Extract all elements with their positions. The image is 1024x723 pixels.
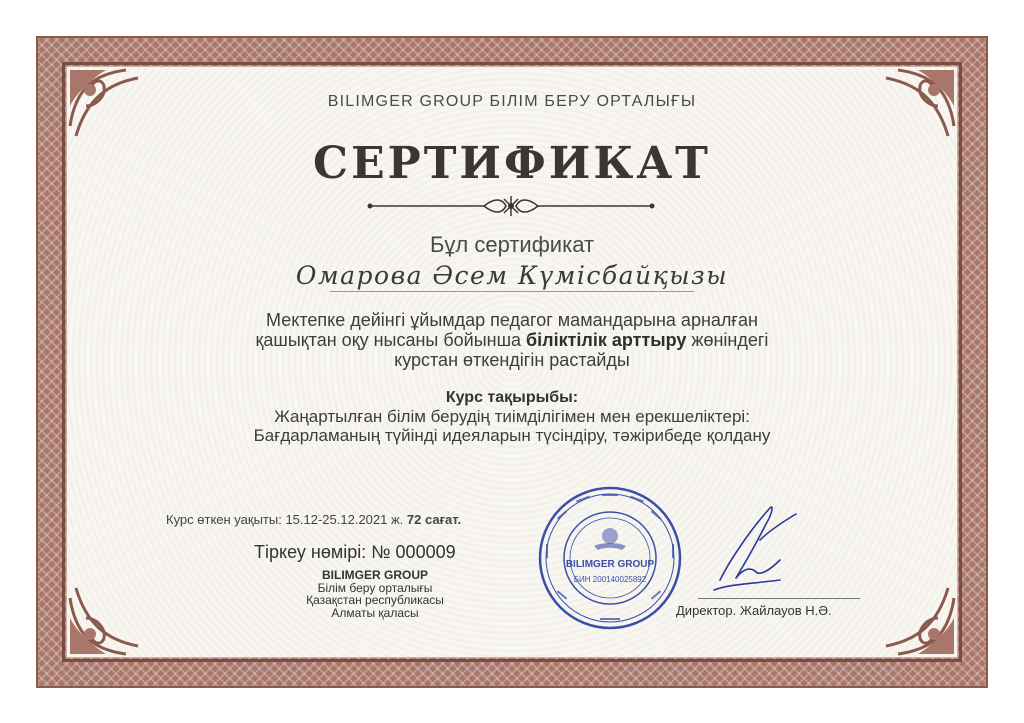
signature-icon (700, 500, 810, 600)
registration-label: Тіркеу нөмірі: (254, 542, 372, 562)
description-highlight: біліктілік арттыру (526, 330, 687, 350)
description-line-2-start: қашықтан оқу нысаны бойынша (255, 330, 527, 350)
description-line-2 (0, 330, 1024, 350)
description-line-2-end: жөніндегі (686, 330, 769, 350)
corner-ornament-bottom-left (66, 548, 176, 658)
recipient-name: Омарова Әсем Күмісбайқызы (295, 261, 729, 290)
intro-text: Бұл сертификат (429, 232, 595, 257)
certificate-title: СЕРТИФИКАТ (313, 138, 711, 189)
corner-ornament-bottom-right (848, 548, 958, 658)
director-signature-label: Директор. Жайлауов Н.Ә. (676, 603, 832, 618)
stamp-center-text: BILIMGER GROUP (565, 559, 655, 570)
issuer-line-3: Қазақстан республикасы (306, 593, 444, 607)
issuer-line-2: Білім беру орталығы (317, 580, 433, 595)
issuer-name: BILIMGER GROUP (321, 568, 428, 582)
issuer-title: BILIMGER GROUP БІЛІМ БЕРУ ОРТАЛЫҒЫ (327, 93, 697, 110)
course-topic (0, 407, 1024, 445)
course-topic-line-1: Жаңартылған білім берудің тиімділігімен мен ерекшеліктері: (274, 407, 750, 426)
course-dates: Курс өткен уақыты: 15.12-25.12.2021 ж. (166, 512, 407, 527)
issuer-block (275, 569, 475, 619)
stamp-bin-text: БИН 200140025892 (573, 575, 647, 584)
description-line-1: Мектепке дейінгі ұйымдар педагог мамандарына арналған (266, 310, 758, 330)
registration-number (254, 542, 456, 563)
signature-line (698, 598, 860, 599)
official-stamp-icon (536, 484, 684, 632)
course-hours: 72 сағат. (406, 512, 462, 527)
description-line-3: курстан өткендігін растайды (394, 350, 630, 370)
name-underline (330, 291, 694, 292)
registration-value: № 000009 (371, 542, 456, 562)
issuer-line-4: Алматы қаласы (331, 605, 419, 620)
course-duration (166, 512, 461, 527)
certificate-description (0, 310, 1024, 370)
ornamental-divider-icon (366, 194, 656, 218)
course-topic-line-2: Бағдарламаның түйінді идеяларын түсіндіру, тәжірибеде қолдану (253, 426, 771, 445)
course-topic-label: Курс тақырыбы: (445, 389, 579, 406)
